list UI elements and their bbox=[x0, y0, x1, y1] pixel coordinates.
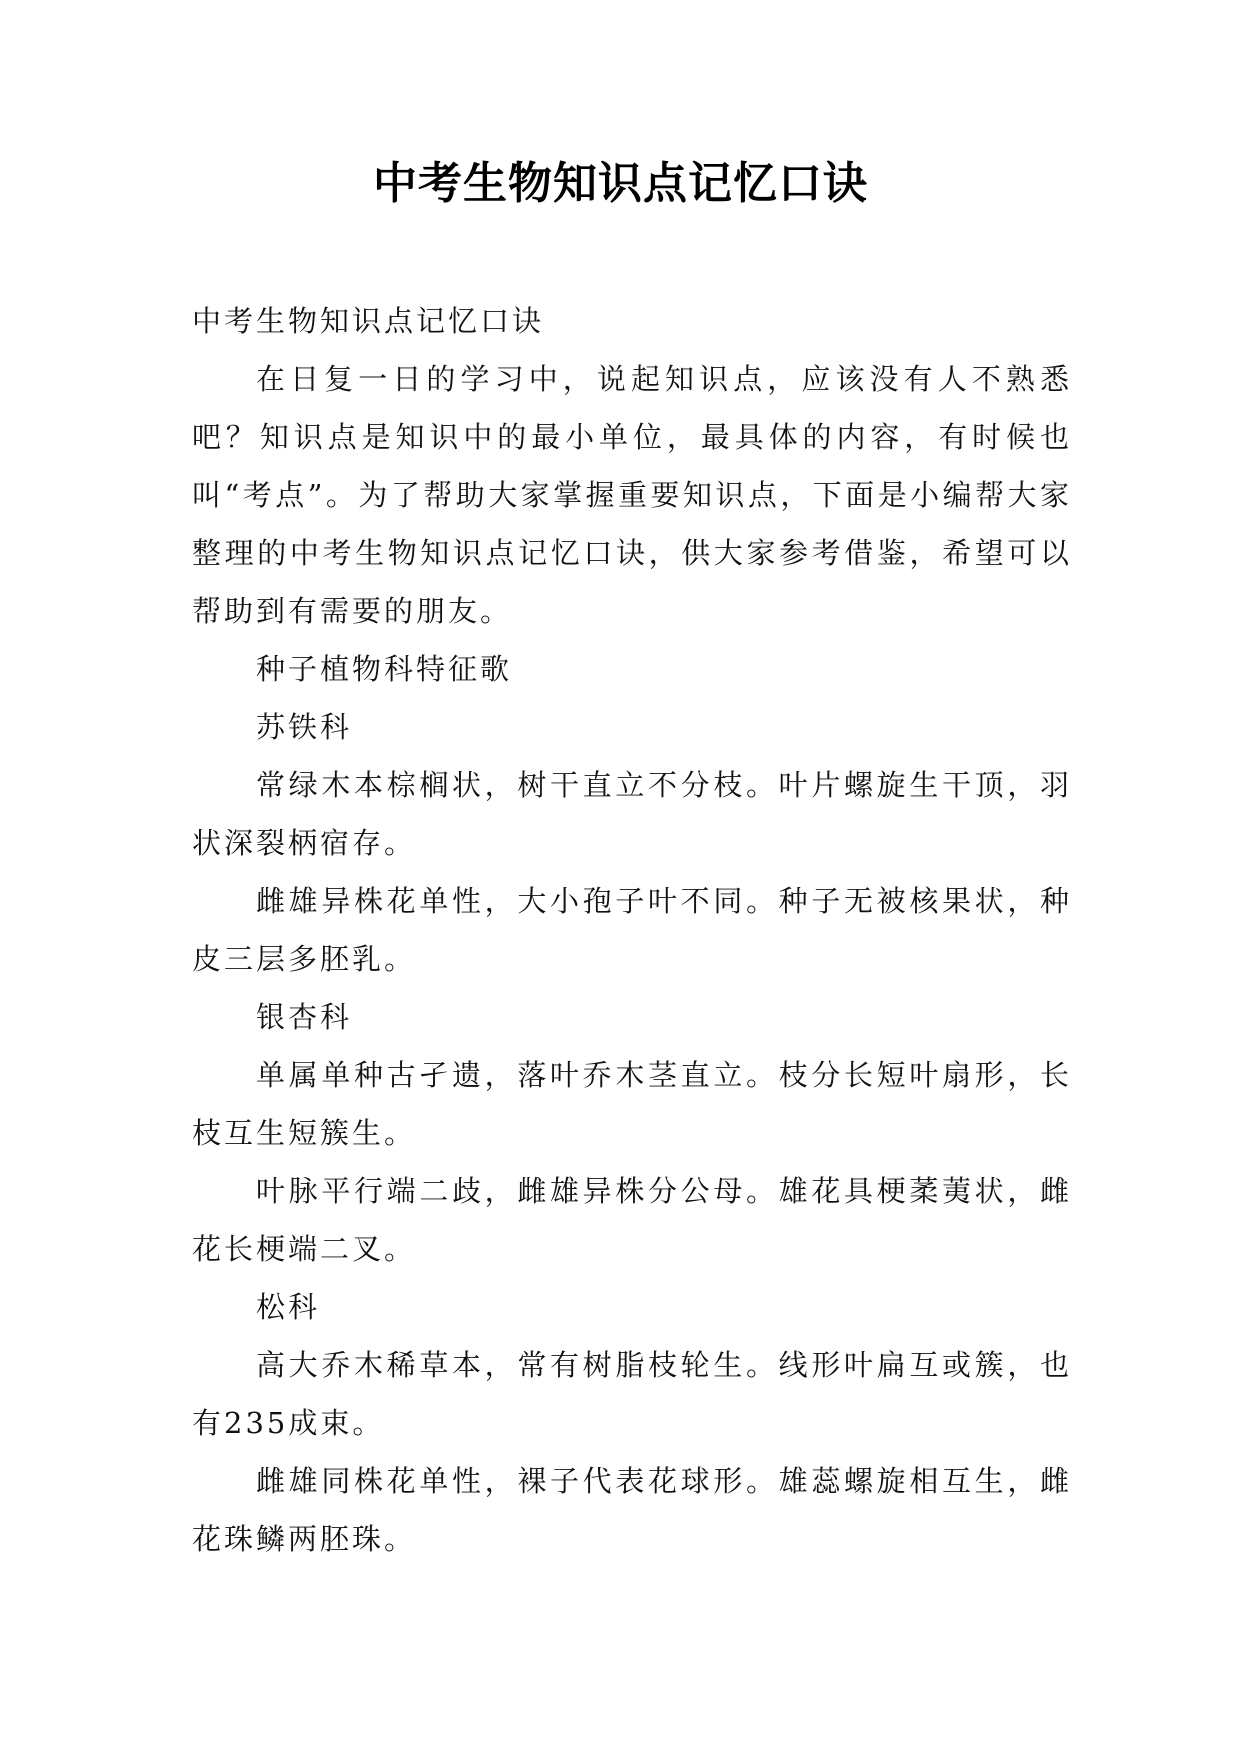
paragraph: 雌雄异株花单性，大小孢子叶不同。种子无被核果状，种皮三层多胚乳。 bbox=[192, 884, 1072, 976]
paragraph: 雌雄同株花单性，裸子代表花球形。雄蕊螺旋相互生，雌花珠鳞两胚珠。 bbox=[192, 1464, 1072, 1556]
section-heading: 银杏科 bbox=[256, 1000, 353, 1034]
section-heading: 苏铁科 bbox=[256, 710, 353, 744]
document-title: 中考生物知识点记忆口诀 bbox=[373, 158, 868, 209]
section-heading: 松科 bbox=[256, 1290, 321, 1324]
paragraph: 单属单种古孑遗，落叶乔木茎直立。枝分长短叶扇形，长枝互生短簇生。 bbox=[192, 1058, 1072, 1150]
paragraph: 叶脉平行端二歧，雌雄异株分公母。雄花具梗葇荑状，雌花长梗端二叉。 bbox=[192, 1174, 1072, 1266]
paragraph: 常绿木本棕榈状，树干直立不分枝。叶片螺旋生干顶，羽状深裂柄宿存。 bbox=[192, 768, 1072, 860]
paragraph: 高大乔木稀草本，常有树脂枝轮生。线形叶扁互或簇，也有235成束。 bbox=[192, 1348, 1072, 1440]
paragraph: 在日复一日的学习中，说起知识点，应该没有人不熟悉吧？知识点是知识中的最小单位，最具体的内容，有时候也叫“考点”。为了帮助大家掌握重要知识点，下面是小编帮大家整理的中考生物知识点记忆口诀，供大家参考借鉴，希望可以帮助到有需要的朋友。 bbox=[192, 362, 1072, 628]
document-body bbox=[192, 292, 1072, 1568]
paragraph: 中考生物知识点记忆口诀 bbox=[192, 304, 545, 338]
section-heading: 种子植物科特征歌 bbox=[256, 652, 513, 686]
